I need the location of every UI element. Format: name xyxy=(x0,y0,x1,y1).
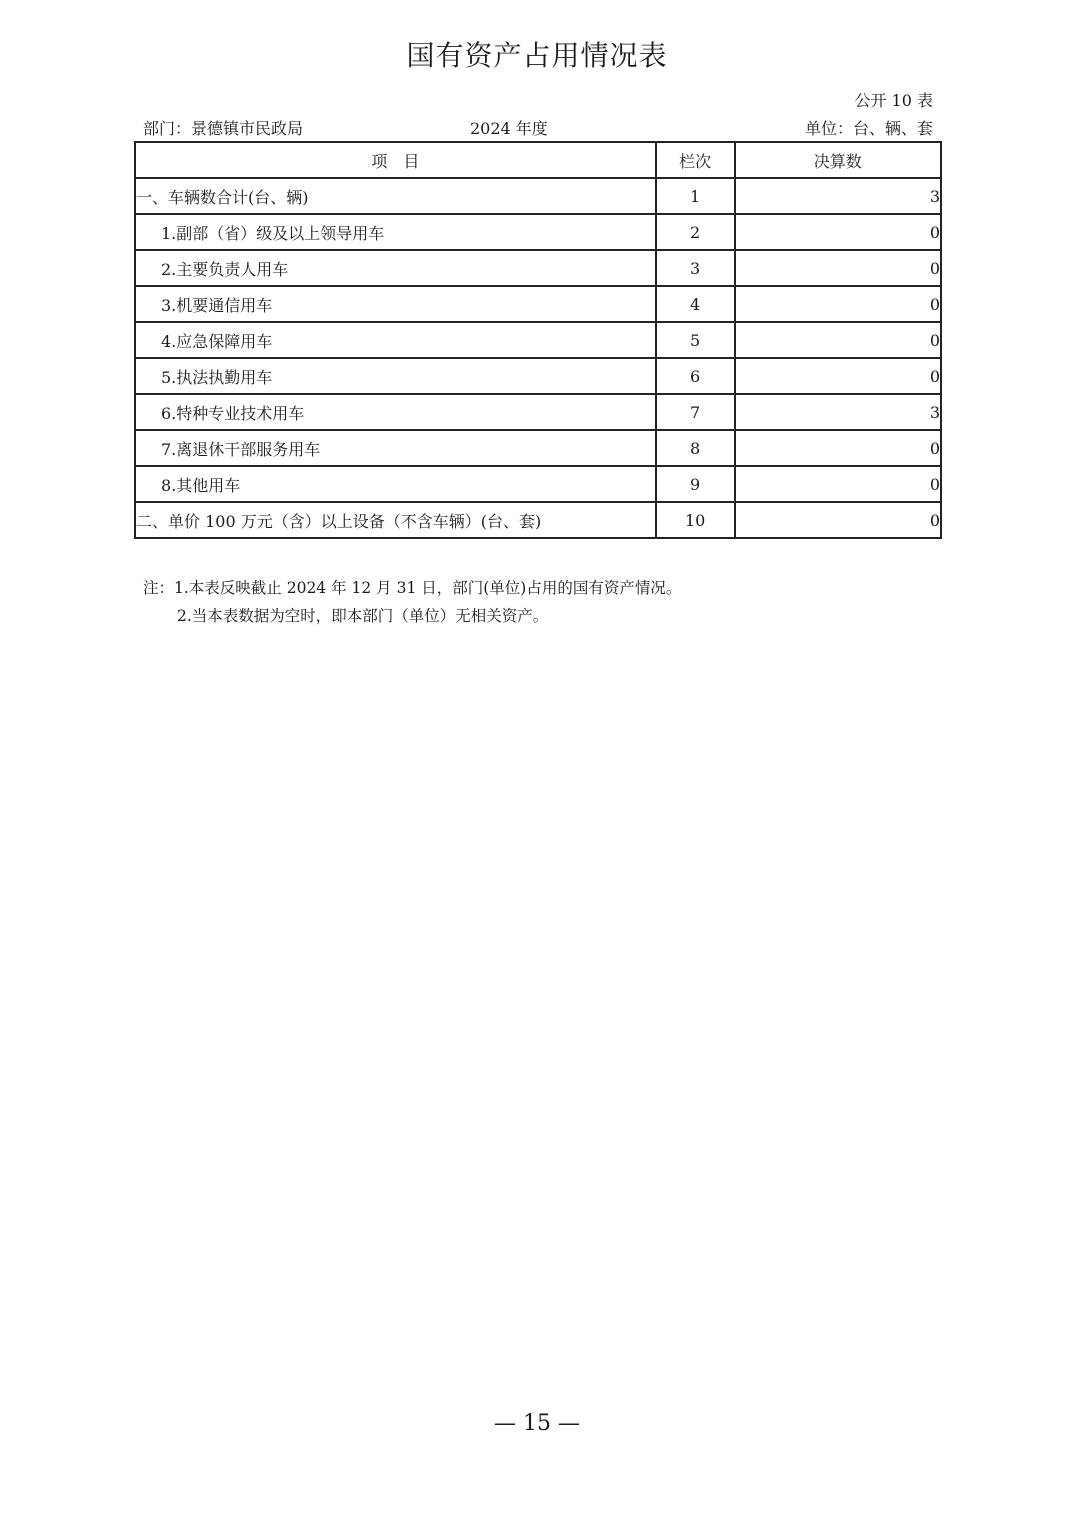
row-number: 9 xyxy=(656,466,735,502)
row-number: 6 xyxy=(656,358,735,394)
row-value: 0 xyxy=(735,250,941,286)
row-value: 3 xyxy=(735,178,941,214)
row-value: 0 xyxy=(735,430,941,466)
page-number: — 15 — xyxy=(494,1411,580,1436)
table-row xyxy=(135,250,941,286)
row-number: 2 xyxy=(656,214,735,250)
row-item: 2.主要负责人用车 xyxy=(135,250,656,286)
header-row-number: 栏次 xyxy=(656,142,735,178)
header-final-amount: 决算数 xyxy=(735,142,941,178)
table-row xyxy=(135,430,941,466)
row-item: 5.执法执勤用车 xyxy=(135,358,656,394)
row-item: 一、车辆数合计(台、辆) xyxy=(135,178,656,214)
row-number: 4 xyxy=(656,286,735,322)
fiscal-year-label: 2024 年度 xyxy=(470,119,548,138)
row-value: 0 xyxy=(735,358,941,394)
note-1: 注：1.本表反映截止 2024 年 12 月 31 日，部门(单位)占用的国有资产情况。 xyxy=(143,579,682,597)
row-value: 0 xyxy=(735,502,941,538)
row-item: 1.副部（省）级及以上领导用车 xyxy=(135,214,656,250)
row-item: 3.机要通信用车 xyxy=(135,286,656,322)
row-value: 3 xyxy=(735,394,941,430)
department-label: 部门：景德镇市民政局 xyxy=(143,119,304,138)
note-2: 2.当本表数据为空时，即本部门（单位）无相关资产。 xyxy=(177,607,549,625)
row-item: 7.离退休干部服务用车 xyxy=(135,430,656,466)
table-row xyxy=(135,178,941,214)
table-row xyxy=(135,214,941,250)
row-number: 8 xyxy=(656,430,735,466)
header-item: 项 目 xyxy=(135,142,656,178)
row-item: 4.应急保障用车 xyxy=(135,322,656,358)
row-number: 5 xyxy=(656,322,735,358)
row-value: 0 xyxy=(735,466,941,502)
row-value: 0 xyxy=(735,322,941,358)
table-header-row xyxy=(135,142,941,178)
page-title: 国有资产占用情况表 xyxy=(406,39,668,72)
table-row xyxy=(135,502,941,538)
notes xyxy=(143,574,681,630)
unit-label: 单位：台、辆、套 xyxy=(804,119,933,138)
row-item: 二、单价 100 万元（含）以上设备（不含车辆）(台、套) xyxy=(135,502,656,538)
row-number: 10 xyxy=(656,502,735,538)
row-value: 0 xyxy=(735,214,941,250)
row-number: 7 xyxy=(656,394,735,430)
row-number: 1 xyxy=(656,178,735,214)
row-value: 0 xyxy=(735,286,941,322)
row-number: 3 xyxy=(656,250,735,286)
table-row xyxy=(135,286,941,322)
row-item: 8.其他用车 xyxy=(135,466,656,502)
meta-row xyxy=(143,116,933,138)
table-row xyxy=(135,466,941,502)
table-row xyxy=(135,322,941,358)
asset-table xyxy=(134,141,942,539)
form-number: 公开 10 表 xyxy=(854,91,933,110)
table-row xyxy=(135,394,941,430)
table-row xyxy=(135,358,941,394)
row-item: 6.特种专业技术用车 xyxy=(135,394,656,430)
